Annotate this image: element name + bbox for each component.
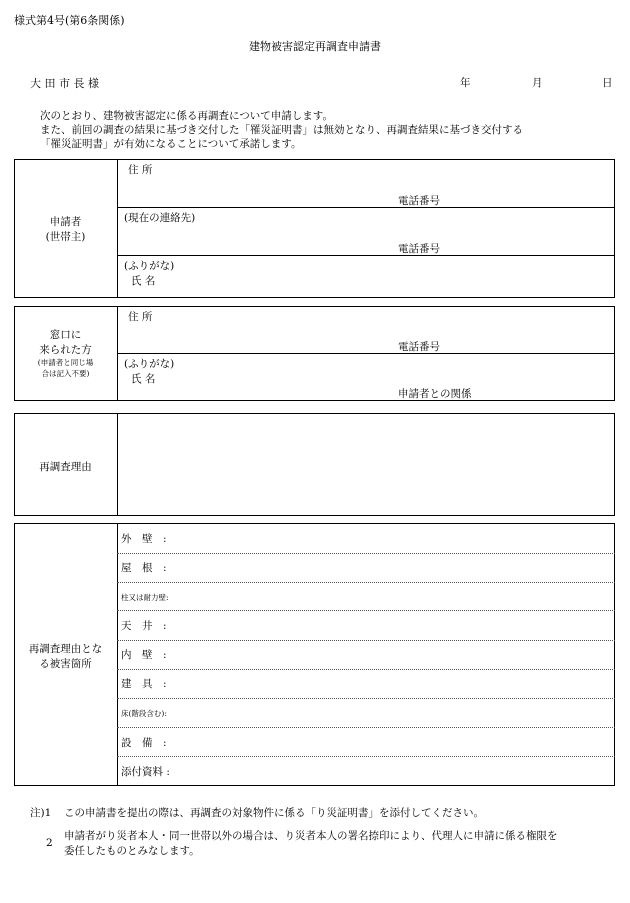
damage-item-ceiling: 天 井 : xyxy=(121,620,167,632)
note-2-text-line2: 委任したものとみなします。 xyxy=(64,845,200,857)
form-number: 様式第4号(第6条関係) xyxy=(14,14,125,27)
visitor-furigana-label: (ふりがな) xyxy=(124,358,175,370)
damage-item-roof: 屋 根 : xyxy=(121,562,167,574)
damage-item-fittings: 建 具 : xyxy=(121,678,167,690)
intro-line-3: 「罹災証明書」が有効になることについて承諾します。 xyxy=(40,138,302,150)
date-month-label: 月 xyxy=(532,77,543,89)
visitor-name-label: 氏 名 xyxy=(131,373,156,385)
applicant-name-label: 氏 名 xyxy=(131,275,156,287)
damage-item-equipment: 設 備 : xyxy=(121,737,167,749)
intro-line-1: 次のとおり、建物被害認定に係る再調査について申請します。 xyxy=(40,110,333,122)
reason-field[interactable] xyxy=(118,414,614,515)
note-2-text-line1: 申請者がり災者本人・同一世帯以外の場合は、り災者本人の署名捺印により、代理人に申請に係る権限を xyxy=(64,830,558,842)
visitor-address-label: 住 所 xyxy=(128,311,153,323)
visitor-relation-label: 申請者との関係 xyxy=(398,388,472,400)
damage-item-floor: 床(階段含む): xyxy=(121,709,167,718)
applicant-furigana-label: (ふりがな) xyxy=(124,260,175,272)
damage-item-interior-wall: 内 壁 : xyxy=(121,649,167,661)
applicant-address-label: 住 所 xyxy=(128,164,153,176)
note-1-text: この申請書を提出の際は、再調査の対象物件に係る「り災証明書」を添付してください。 xyxy=(64,807,484,819)
applicant-contact-label: (現在の連絡先) xyxy=(124,212,196,224)
applicant-phone2-label: 電話番号 xyxy=(398,243,440,255)
damage-item-exterior-wall: 外 壁 : xyxy=(121,533,167,545)
visitor-label: 窓口に 来られた方 (申請者と同じ場 合は記入不要) xyxy=(37,329,94,378)
reason-label: 再調査理由 xyxy=(39,461,92,473)
damage-item-attachments: 添付資料 : xyxy=(121,766,170,778)
note-2-marker: 2 xyxy=(46,837,53,849)
damage-item-pillar: 柱又は耐力壁: xyxy=(121,593,169,602)
addressee: 大 田 市 長 様 xyxy=(30,77,99,90)
note-1-marker: 注)1 xyxy=(30,807,52,819)
page-title: 建物被害認定再調査申請書 xyxy=(249,40,381,53)
applicant-phone-label: 電話番号 xyxy=(398,195,440,207)
date-day-label: 日 xyxy=(602,77,613,89)
date-year-label: 年 xyxy=(460,77,471,89)
intro-line-2: また、前回の調査の結果に基づき交付した「罹災証明書」は無効となり、再調査結果に基づき交付する xyxy=(40,124,523,136)
damage-label: 再調査理由とな る被害箇所 xyxy=(28,643,103,670)
visitor-phone-label: 電話番号 xyxy=(398,341,440,353)
applicant-label: 申請者 (世帯主) xyxy=(45,216,86,243)
